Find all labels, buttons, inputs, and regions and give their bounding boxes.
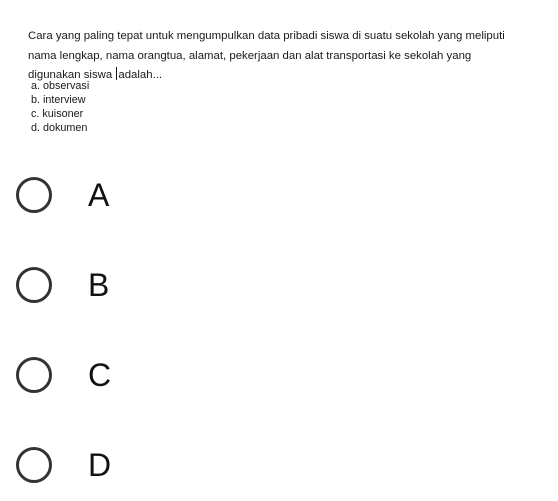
question-line-3-end: adalah... [118, 69, 163, 81]
radio-button-a[interactable] [16, 177, 52, 213]
choice-a[interactable] [16, 173, 156, 217]
choice-b[interactable] [16, 263, 156, 307]
option-list [31, 79, 89, 135]
choice-d[interactable] [16, 443, 156, 487]
radio-button-b[interactable] [16, 267, 52, 303]
radio-button-d[interactable] [16, 447, 52, 483]
radio-button-c[interactable] [16, 357, 52, 393]
choice-a-label[interactable]: A [88, 177, 110, 213]
option-b-text: b. interview [31, 94, 86, 106]
question-line-2: nama lengkap, nama orangtua, alamat, pekerjaan dan alat transportasi ke sekolah yang [28, 49, 472, 62]
option-a-text: a. observasi [31, 80, 90, 92]
choice-c[interactable] [16, 353, 156, 397]
choice-d-label[interactable]: D [88, 447, 112, 483]
question-line-3 [28, 66, 558, 86]
option-d-text: d. dokumen [31, 122, 88, 134]
question-line-1: Cara yang paling tepat untuk mengumpulkan data pribadi siswa di suatu sekolah yang meliputi [28, 30, 505, 42]
choice-b-label[interactable]: B [88, 267, 110, 303]
question-text [28, 27, 558, 86]
choice-c-label[interactable]: C [88, 357, 112, 393]
question-line-3-start: digunakan siswa [28, 69, 116, 81]
option-c-text: c. kuisoner [31, 108, 84, 120]
